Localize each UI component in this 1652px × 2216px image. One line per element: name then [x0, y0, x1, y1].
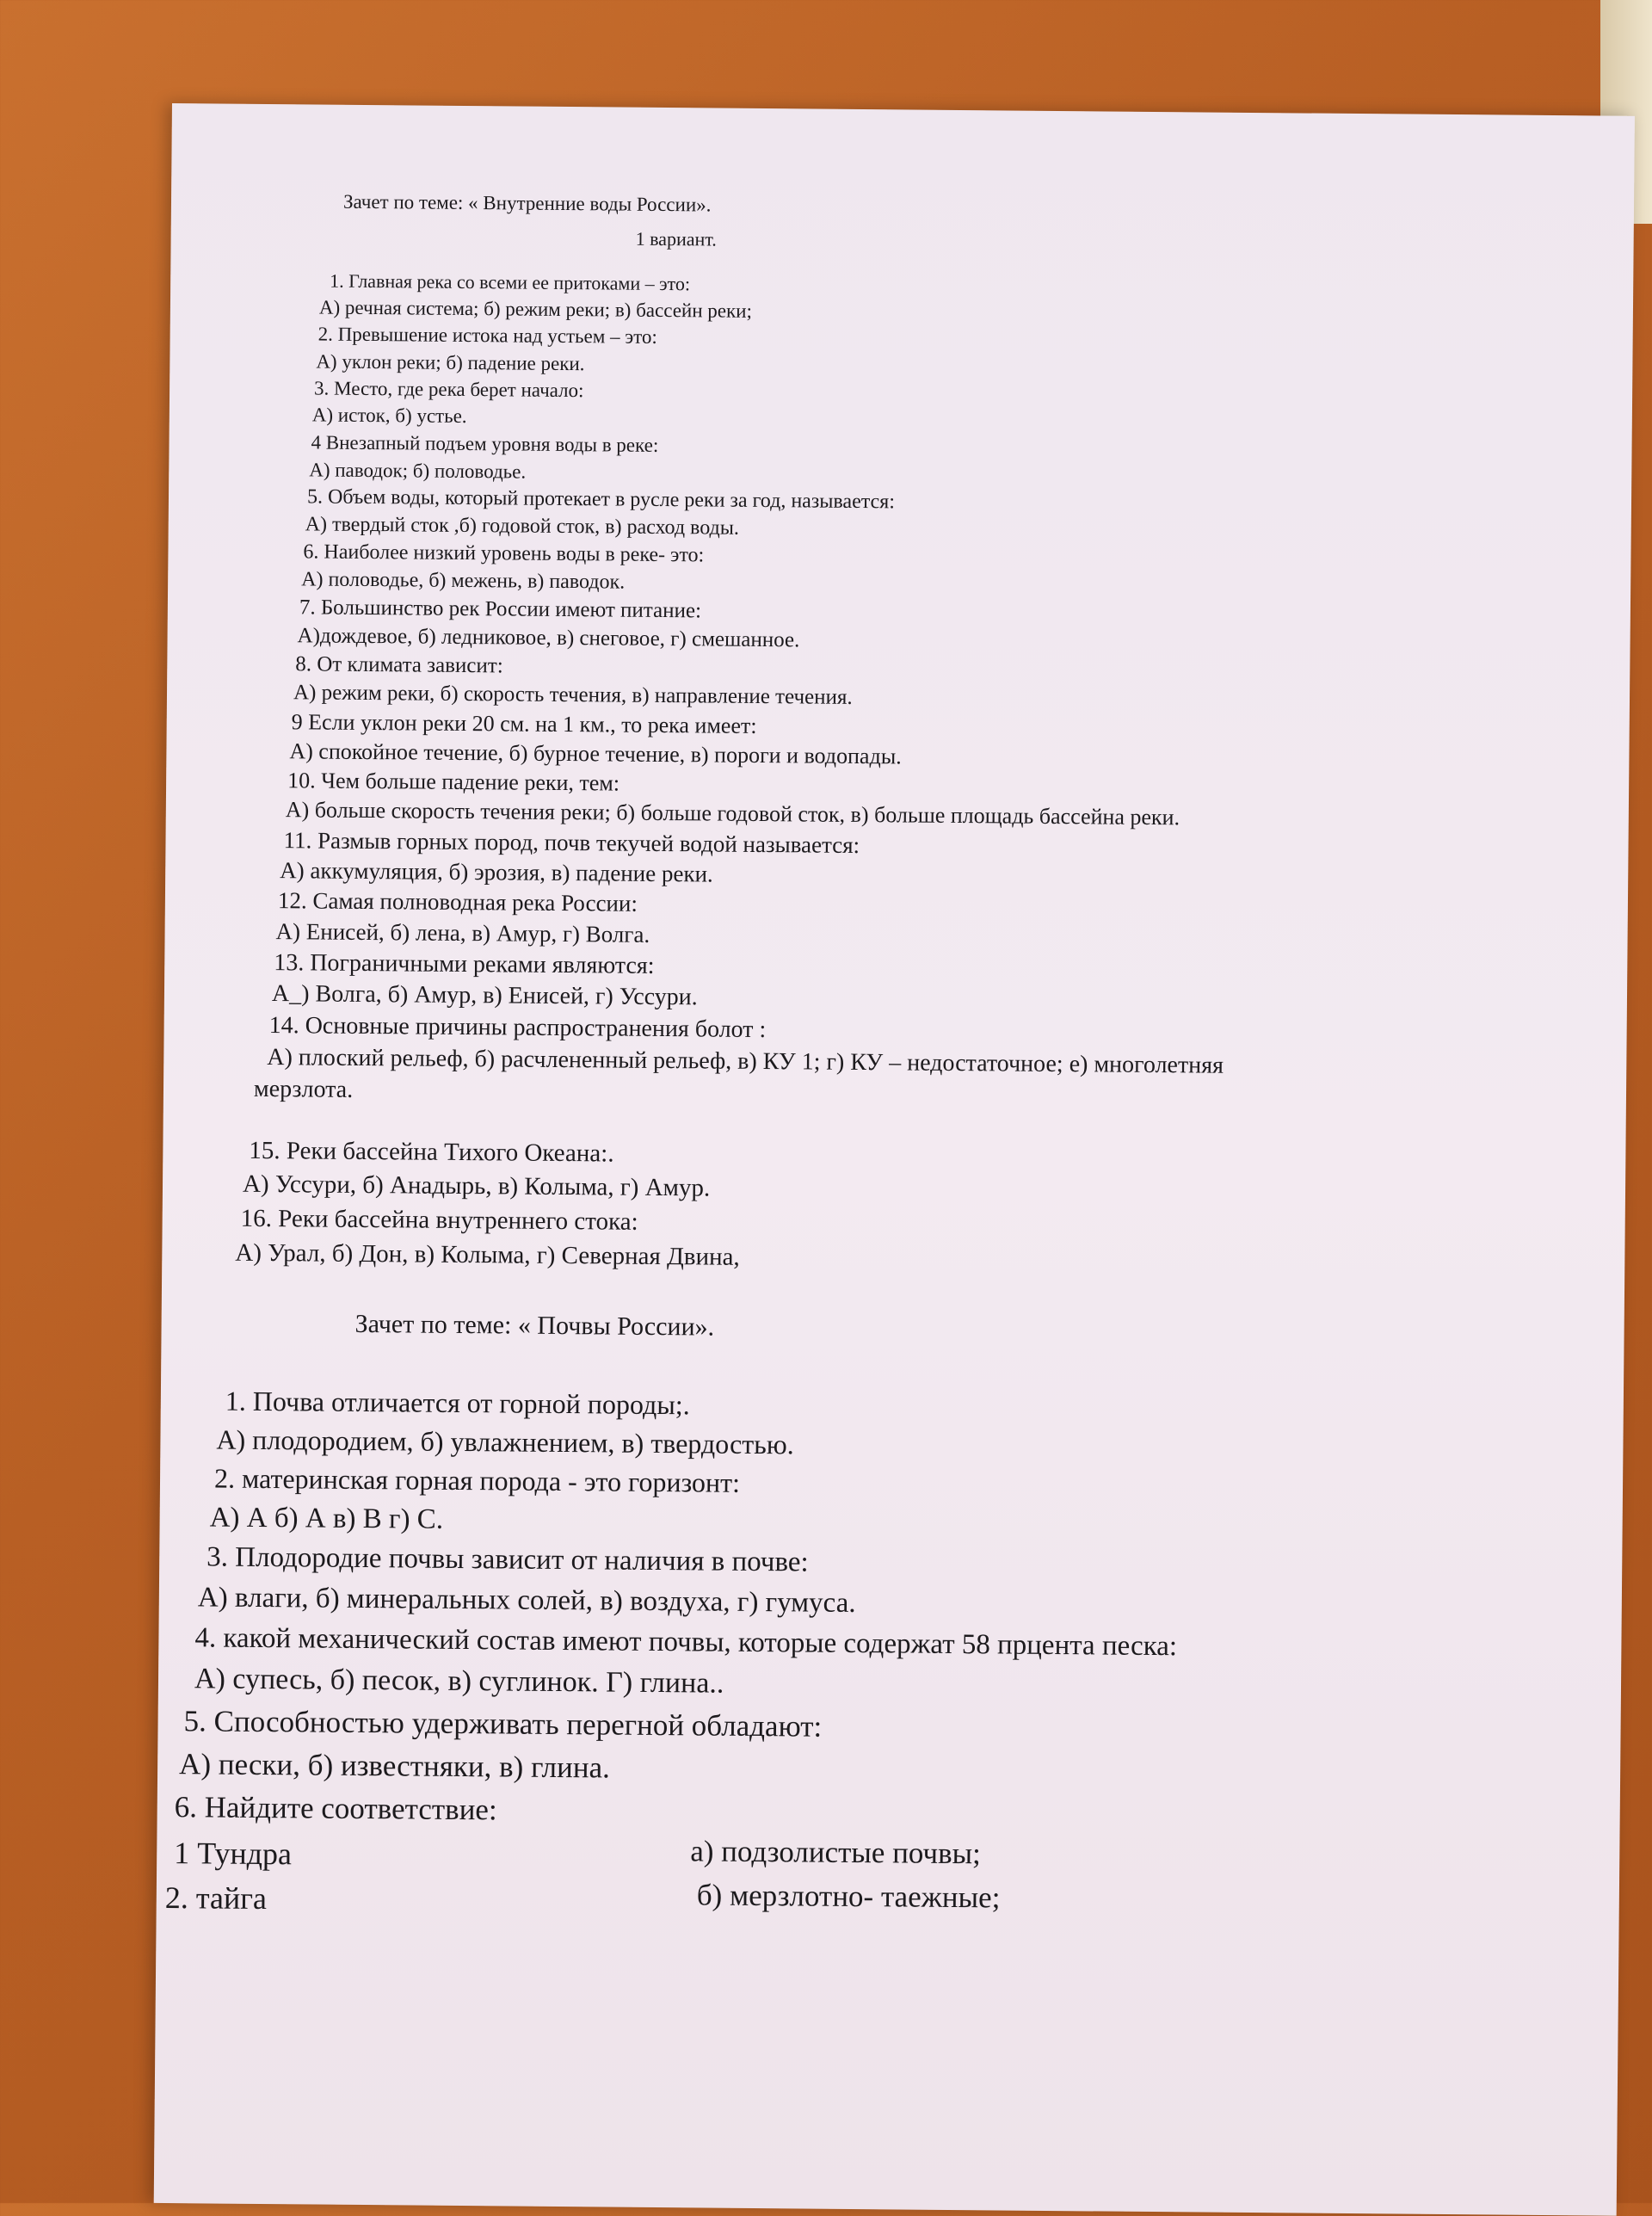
test1-line: А) исток, б) устье.: [311, 404, 467, 428]
test1-line: 5. Объем воды, который протекает в русле реки за год, называется:: [306, 485, 896, 514]
test2-line: 1. Почва отличается от горной породы;.: [225, 1385, 690, 1421]
match-right-item: б) мерзлотно- таежные;: [696, 1878, 1001, 1915]
test1-line: А)дождевое, б) ледниковое, в) снеговое, г) смешанное.: [297, 624, 800, 652]
test2-title: Зачет по теме: « Почвы России».: [354, 1309, 715, 1342]
test1-line: А) аккумуляция, б) эрозия, в) падение реки.: [280, 857, 713, 887]
test1-line: 16. Реки бассейна внутреннего стока:: [240, 1204, 638, 1236]
test2-line: 2. материнская горная порода - это горизонт:: [213, 1462, 741, 1498]
test1-line: А) уклон реки; б) падение реки.: [316, 350, 585, 375]
test2-line: 6. Найдите соответствие:: [174, 1790, 497, 1827]
test1-line: 3. Место, где река берет начало:: [314, 377, 584, 402]
test1-line: А) Уссури, б) Анадырь, в) Колыма, г) Амур.: [242, 1170, 711, 1202]
test2-line: А) А б) А в) В г) С.: [209, 1502, 444, 1535]
test1-title: Зачет по теме: « Внутренние воды России».: [342, 190, 712, 216]
test1-line: А) паводок; б) половодье.: [309, 459, 527, 483]
test1-line: 1. Главная река со всеми ее притоками – это:: [330, 269, 691, 295]
test1-line: А) спокойное течение, б) бурное течение, в) пороги и водопады.: [289, 738, 902, 769]
test1-line: мерзлота.: [253, 1075, 354, 1103]
test1-line: А) половодье, б) межень, в) паводок.: [301, 568, 626, 594]
test1-line: 11. Размыв горных пород, почв текучей водой называется:: [283, 827, 860, 859]
test1-variant: 1 вариант.: [635, 227, 717, 250]
test1-line: 15. Реки бассейна Тихого Океана:.: [249, 1136, 614, 1168]
test2-line: А) пески, б) известняки, в) глина.: [178, 1747, 611, 1785]
test1-line: А) Урал, б) Дон, в) Колыма, г) Северная Двина,: [235, 1238, 740, 1271]
test2-line: А) супесь, б) песок, в) суглинок. Г) глина..: [194, 1663, 724, 1700]
match-right-item: а) подзолистые почвы;: [690, 1834, 982, 1871]
test1-line: 12. Самая полноводная река России:: [277, 887, 638, 917]
test2-line: 5. Способностью удерживать перегной обладают:: [183, 1704, 823, 1744]
match-left-item: 2. тайга: [164, 1880, 268, 1917]
test1-line: А) Енисей, б) лена, в) Амур, г) Волга.: [275, 918, 650, 948]
test1-line: 4 Внезапный подъем уровня воды в реке:: [311, 431, 659, 456]
test2-line: 3. Плодородие почвы зависит от наличия в почве:: [206, 1541, 809, 1578]
test1-line: 9 Если уклон реки 20 см. на 1 км., то река имеет:: [291, 709, 757, 738]
test1-line: А) речная система; б) режим реки; в) бассейн реки;: [318, 296, 753, 322]
test-sheet: [154, 103, 1635, 2216]
test1-line: 6. Наиболее низкий уровень воды в реке- это:: [303, 540, 705, 567]
test1-line: 7. Большинство рек России имеют питание:: [299, 596, 702, 623]
test2-line: А) влаги, б) минеральных солей, в) воздуха, г) гумуса.: [197, 1582, 856, 1619]
test1-line: 10. Чем больше падение реки, тем:: [287, 768, 620, 796]
test1-line: 8. От климата зависит:: [295, 652, 503, 678]
test1-line: 2. Превышение истока над устьем – это:: [317, 323, 657, 348]
test1-line: А_) Волга, б) Амур, в) Енисей, г) Уссури.: [271, 980, 698, 1011]
test2-line: А) плодородием, б) увлажнением, в) твердостью.: [216, 1423, 794, 1460]
test1-line: 14. Основные причины распространения болот :: [268, 1012, 767, 1044]
test1-line: 13. Пограничными реками являются:: [274, 949, 655, 979]
test1-line: А) плоский рельеф, б) расчлененный рельеф, в) КУ 1; г) КУ – недостаточное; е) многолетняя: [267, 1044, 1224, 1079]
test1-line: А) больше скорость течения реки; б) больше годовой сток, в) больше площадь бассейна реки.: [285, 797, 1180, 830]
match-left-item: 1 Тундра: [174, 1836, 293, 1872]
test1-line: А) режим реки, б) скорость течения, в) направление течения.: [293, 681, 853, 709]
test2-line: 4. какой механический состав имеют почвы, которые содержат 58 прцента песка:: [194, 1622, 1178, 1663]
test1-line: А) твердый сток ,б) годовой сток, в) расход воды.: [305, 513, 740, 540]
